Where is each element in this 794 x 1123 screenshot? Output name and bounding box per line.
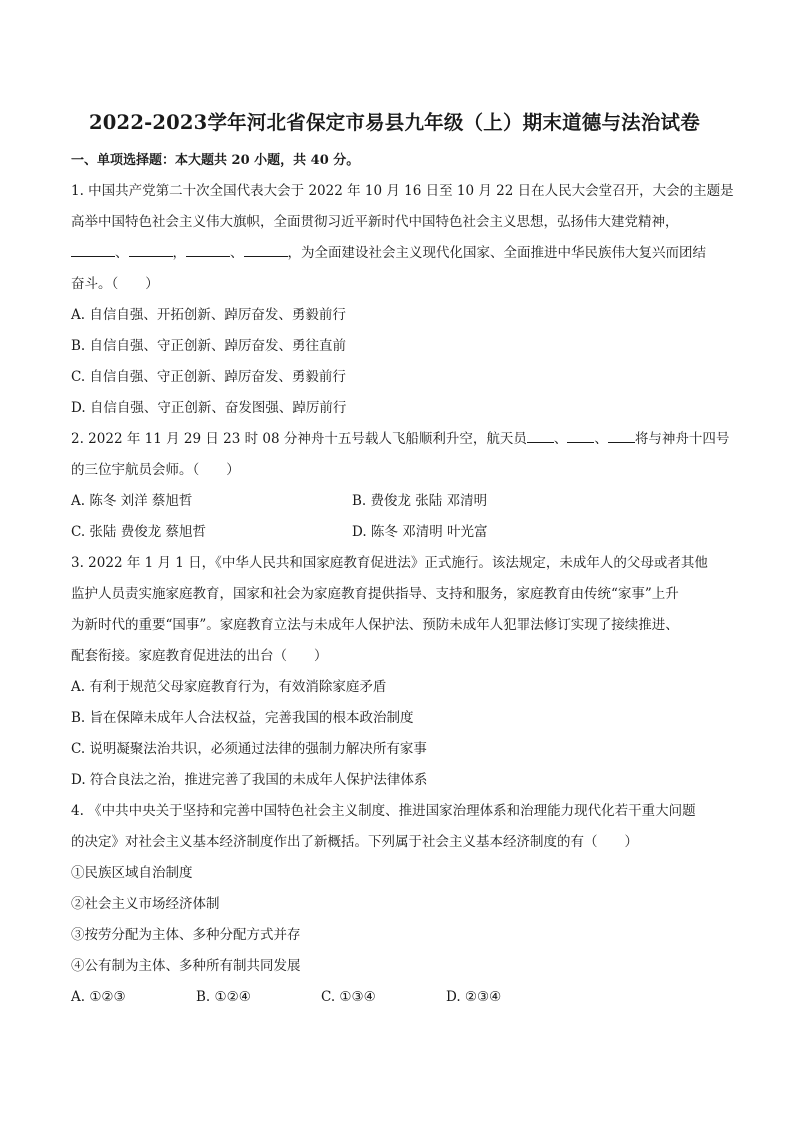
exam-title: 2022-2023学年河北省保定市易县九年级（上）期末道德与法治试卷: [89, 111, 700, 134]
option-row: [71, 486, 706, 517]
option-a: A. 自信自强、开拓创新、踔厉奋发、勇毅前行: [71, 307, 346, 323]
question-text-line: 为新时代的重要“国事”。家庭教育立法与未成年人保护法、预防未成年人犯罪法修订实现了接续推进、: [71, 617, 679, 633]
option-row: [71, 982, 706, 1013]
statement-item: ②社会主义市场经济体制: [71, 896, 220, 912]
question-text-line: 配套衔接。家庭教育促进法的出台（ ）: [71, 648, 328, 664]
question-text-line: 奋斗。（ ）: [71, 276, 159, 292]
option-c: C. 自信自强、守正创新、踔厉奋发、勇毅前行: [71, 369, 346, 385]
answer-blank: [608, 428, 635, 443]
answer-blank: [129, 242, 173, 257]
option-c: C. ①③④: [321, 989, 376, 1005]
option-row: [71, 517, 706, 548]
separator: 、: [115, 245, 129, 261]
answer-blank: [186, 242, 230, 257]
option-c: C. 说明凝聚法治共识，必须通过法律的强制力解决所有家事: [71, 741, 427, 757]
option-d: D. ②③④: [446, 989, 502, 1005]
question-text-line: 高举中国特色社会主义伟大旗帜，全面贯彻习近平新时代中国特色社会主义思想，弘扬伟大建党精神，: [71, 214, 679, 230]
separator: 、: [553, 431, 568, 447]
question-3-stem: [71, 548, 706, 672]
question-3: [71, 548, 706, 796]
question-text-line: 4. 《中共中央关于坚持和完善中国特色社会主义制度、推进国家治理体系和治理能力现代化若干重大问题: [71, 803, 696, 819]
question-2: [71, 424, 730, 548]
option-a: A. 陈冬 刘洋 蔡旭哲: [71, 493, 193, 509]
question-text: 将与神舟十四号: [634, 431, 730, 447]
question-text-line: 的三位宇航员会师。（ ）: [71, 462, 240, 478]
separator: 、: [594, 431, 608, 447]
statement-item: ①民族区域自治制度: [71, 865, 193, 881]
option-b: B. 旨在保障未成年人合法权益，完善我国的根本政治制度: [71, 710, 414, 726]
answer-blank: [567, 428, 594, 443]
question-text: ，为全面建设社会主义现代化国家、全面推进中华民族伟大复兴而团结: [287, 245, 706, 261]
question-text-line: 的决定》对社会主义基本经济制度作出了新概括。下列属于社会主义基本经济制度的有（ ）: [71, 834, 638, 850]
statement-item: ③按劳分配为主体、多种分配方式并存: [71, 927, 301, 943]
question-4-stem: [71, 796, 706, 858]
question-4: [71, 796, 706, 1013]
option-a: A. ①②③: [71, 989, 126, 1005]
question-text-line: 监护人员责实施家庭教育，国家和社会为家庭教育提供指导、支持和服务，家庭教育由传统“家事”上升: [71, 586, 679, 602]
option-b: B. ①②④: [196, 989, 251, 1005]
option-b: B. 费俊龙 张陆 邓清明: [352, 493, 488, 509]
option-d: D. 自信自强、守正创新、奋发图强、踔厉前行: [71, 400, 347, 416]
question-text-line: [71, 424, 730, 455]
answer-blank: [71, 242, 115, 257]
answer-blank: [527, 428, 554, 443]
option-a: A. 有利于规范父母家庭教育行为，有效消除家庭矛盾: [71, 679, 387, 695]
option-d: D. 陈冬 邓清明 叶光富: [352, 524, 488, 540]
option-d: D. 符合良法之治，推进完善了我国的未成年人保护法律体系: [71, 772, 428, 788]
question-text-line: [71, 238, 706, 269]
question-text: 2. 2022 年 11 月 29 日 23 时 08 分神舟十五号载人飞船顺利升空，航天员: [71, 431, 527, 447]
separator: ，: [172, 245, 186, 261]
option-c: C. 张陆 费俊龙 蔡旭哲: [71, 524, 207, 540]
statement-item: ④公有制为主体、多种所有制共同发展: [71, 958, 301, 974]
question-1: [71, 176, 734, 424]
question-1-stem: [71, 176, 734, 300]
question-text-line: 1. 中国共产党第二十次全国代表大会于 2022 年 10 月 16 日至 10 月 22 日在人民大会堂召开，大会的主题是: [71, 183, 734, 199]
answer-blank: [244, 242, 288, 257]
section-heading: 一、单项选择题：本大题共 20 小题，共 40 分。: [71, 153, 360, 168]
question-text-line: 3. 2022 年 1 月 1 日，《中华人民共和国家庭教育促进法》正式施行。该法规定，未成年人的父母或者其他: [71, 555, 708, 571]
separator: 、: [230, 245, 244, 261]
option-b: B. 自信自强、守正创新、踔厉奋发、勇往直前: [71, 338, 347, 354]
question-2-stem: [71, 424, 730, 486]
